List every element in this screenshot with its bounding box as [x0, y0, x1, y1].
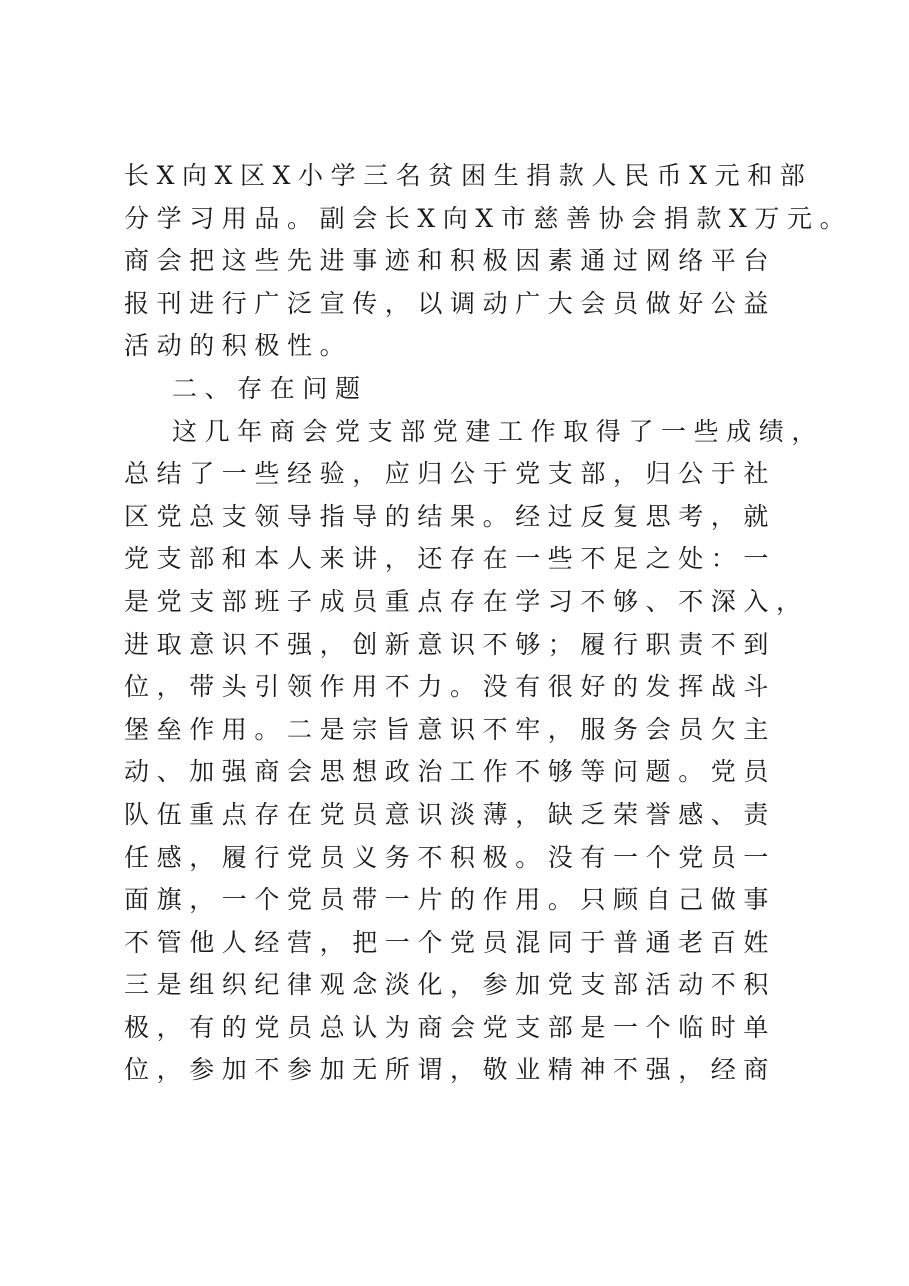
text-line: 分学习用品。副会长X向X市慈善协会捐款X万元。: [124, 203, 853, 233]
text-line: 报刊进行广泛宣传，以调动广大会员做好公益: [124, 288, 777, 318]
body-text: [124, 155, 853, 1092]
text-line: 区党总支领导指导的结果。经过反复思考，就: [124, 501, 777, 531]
text-line: 动、加强商会思想政治工作不够等问题。党员: [124, 757, 777, 787]
text-line: 队伍重点存在党员意识淡薄，缺乏荣誉感、责: [124, 799, 777, 829]
paragraph-first-line: 这几年商会党支部党建工作取得了一些成绩，: [172, 416, 825, 446]
text-line: 商会把这些先进事迹和积极因素通过网络平台: [124, 246, 777, 276]
text-line: 堡垒作用。二是宗旨意识不牢，服务会员欠主: [124, 714, 777, 744]
text-line: 不管他人经营，把一个党员混同于普通老百姓: [124, 927, 777, 957]
text-line: 活动的积极性。: [124, 331, 353, 361]
text-line: 位，参加不参加无所谓，敬业精神不强，经商: [124, 1055, 777, 1085]
text-line: 三是组织纪律观念淡化，参加党支部活动不积: [124, 970, 777, 1000]
text-line: 党支部和本人来讲，还存在一些不足之处：一: [124, 544, 777, 574]
text-line: 进取意识不强，创新意识不够；履行职责不到: [124, 629, 777, 659]
text-line: 是党支部班子成员重点存在学习不够、不深入，: [124, 586, 809, 616]
section-heading: 二、存在问题: [172, 373, 368, 403]
text-line: 极，有的党员总认为商会党支部是一个临时单: [124, 1012, 777, 1042]
text-line: 长X向X区X小学三名贫困生捐款人民币X元和部: [124, 161, 813, 190]
text-line: 面旗，一个党员带一片的作用。只顾自己做事: [124, 885, 777, 915]
text-line: 位，带头引领作用不力。没有很好的发挥战斗: [124, 672, 777, 702]
text-line: 任感，履行党员义务不积极。没有一个党员一: [124, 842, 777, 872]
text-line: 总结了一些经验，应归公于党支部，归公于社: [124, 459, 777, 489]
